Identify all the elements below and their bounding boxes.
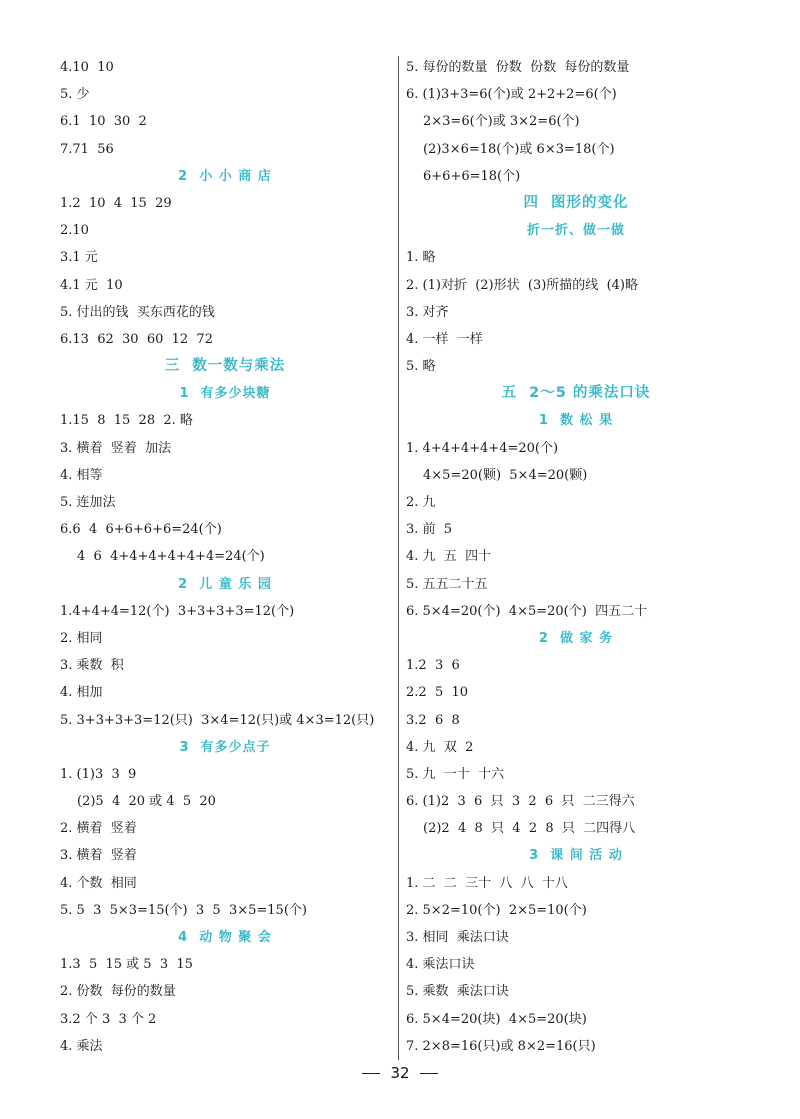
answer-line: 4. 乘法口诀	[406, 957, 475, 973]
answer-line: 2.2 5 10	[406, 685, 469, 701]
section-heading: 四 图形的变化	[523, 194, 629, 211]
answer-line: 3.2 个 3 3 个 2	[60, 1011, 157, 1027]
answer-line: 2.10	[60, 223, 89, 239]
answer-line: 5. 付出的钱 买东西花的钱	[60, 304, 215, 320]
answer-line: 2. 九	[406, 495, 436, 510]
lesson-heading: 3 课 间 活 动	[529, 848, 623, 864]
answer-line: 2. (1)对折 (2)形状 (3)所描的线 (4)略	[406, 277, 638, 293]
answer-line: 3. 前 5	[406, 522, 453, 538]
answer-line: 2. 相同	[60, 630, 103, 646]
answer-line: 4 6 4+4+4+4+4+4=24(个)	[77, 549, 265, 565]
answer-line: (2)3×6=18(个)或 6×3=18(个)	[423, 141, 615, 157]
answer-line: 6. 5×4=20(个) 4×5=20(个) 四五二十	[406, 603, 648, 619]
answer-line: 1.3 5 15 或 5 3 15	[60, 957, 193, 973]
answer-line: (2)2 4 8 只 4 2 8 只 二四得八	[423, 821, 636, 837]
lesson-heading: 3 有多少点子	[179, 739, 271, 755]
section-heading: 三 数一数与乘法	[164, 358, 286, 375]
answer-line: 4. 一样 一样	[406, 331, 483, 347]
answer-line: 3. 对齐	[406, 304, 449, 320]
answer-line: 6. (1)2 3 6 只 3 2 6 只 二三得六	[406, 794, 635, 810]
answer-line: 1.2 10 4 15 29	[60, 195, 172, 211]
answer-line: 4. 相加	[60, 685, 103, 701]
answer-line: 5. 五五二十五	[406, 576, 488, 592]
lesson-heading: 1 有多少块糖	[179, 386, 271, 402]
answer-line: 1. 二 二 三十 八 八 十八	[406, 875, 568, 891]
answer-line: 3. 相同 乘法口诀	[406, 930, 509, 945]
answer-line: (2)5 4 20 或 4 5 20	[77, 794, 216, 810]
answer-line: 5. 略	[406, 359, 436, 375]
answer-line: 6. 5×4=20(块) 4×5=20(块)	[406, 1011, 587, 1027]
answer-line: 3. 乘数 积	[60, 658, 124, 674]
answer-line: 1.4+4+4=12(个) 3+3+3+3=12(个)	[60, 603, 295, 619]
footer-dash-right	[420, 1073, 438, 1074]
lesson-heading: 1 数 松 果	[538, 413, 614, 429]
answer-line: 4. 个数 相同	[60, 875, 137, 891]
right-column	[406, 54, 746, 1060]
answer-line: 3.1 元	[60, 250, 98, 266]
answer-line: 2×3=6(个)或 3×2=6(个)	[423, 114, 580, 130]
answer-line: 6.6 4 6+6+6+6=24(个)	[60, 522, 222, 538]
answer-line: 1.15 8 15 28 2. 略	[60, 413, 193, 429]
left-column	[60, 54, 390, 1060]
answer-line: 7.71 56	[60, 141, 114, 157]
answer-line: 4. 乘法	[60, 1038, 103, 1054]
answer-line: 2. 5×2=10(个) 2×5=10(个)	[406, 902, 587, 918]
answer-line: 4. 相等	[60, 467, 103, 483]
lesson-heading: 4 动 物 聚 会	[178, 930, 272, 945]
answer-line: 4. 九 五 四十	[406, 549, 492, 565]
answer-line: 5. 九 一十 十六	[406, 766, 505, 782]
answer-line: 5. 少	[60, 87, 90, 103]
column-divider	[398, 56, 399, 1060]
answer-line: 2. 份数 每份的数量	[60, 984, 176, 1000]
answer-line: 4. 九 双 2	[406, 739, 474, 755]
answer-line: 4×5=20(颗) 5×4=20(颗)	[423, 467, 588, 483]
page-footer	[0, 1064, 800, 1082]
answer-line: 5. 连加法	[60, 495, 116, 510]
answer-line: 1. 4+4+4+4+4=20(个)	[406, 440, 559, 456]
footer-dash-left	[362, 1073, 380, 1074]
answer-line: 1. (1)3 3 9	[60, 766, 137, 782]
answer-line: 3.2 6 8	[406, 712, 460, 728]
page-number: 32	[390, 1064, 410, 1082]
answer-line: 3. 横着 竖着	[60, 848, 137, 864]
lesson-heading: 2 儿 童 乐 园	[178, 576, 272, 592]
answer-line: 6. (1)3+3=6(个)或 2+2+2=6(个)	[406, 87, 617, 103]
lesson-heading: 2 做 家 务	[538, 630, 614, 646]
answer-line: 5. 3+3+3+3=12(只) 3×4=12(只)或 4×3=12(只)	[60, 712, 375, 728]
answer-line: 5. 5 3 5×3=15(个) 3 5 3×5=15(个)	[60, 902, 307, 918]
answer-line: 6.1 10 30 2	[60, 114, 147, 130]
answer-line: 6+6+6=18(个)	[423, 168, 521, 184]
answer-line: 4.1 元 10	[60, 277, 123, 293]
answer-line: 3. 横着 竖着 加法	[60, 440, 172, 456]
answer-line: 1.2 3 6	[406, 658, 460, 674]
answer-line: 7. 2×8=16(只)或 8×2=16(只)	[406, 1038, 596, 1054]
section-heading: 五 2～5 的乘法口诀	[501, 385, 651, 402]
answer-line: 6.13 62 30 60 12 72	[60, 331, 213, 347]
answer-line: 5. 乘数 乘法口诀	[406, 984, 509, 1000]
answer-line: 5. 每份的数量 份数 份数 每份的数量	[406, 60, 630, 75]
lesson-heading: 2 小 小 商 店	[178, 168, 272, 184]
answer-line: 4.10 10	[60, 60, 114, 75]
answer-line: 1. 略	[406, 250, 436, 266]
answer-line: 2. 横着 竖着	[60, 821, 137, 837]
lesson-heading: 折一折、做一做	[526, 223, 625, 239]
